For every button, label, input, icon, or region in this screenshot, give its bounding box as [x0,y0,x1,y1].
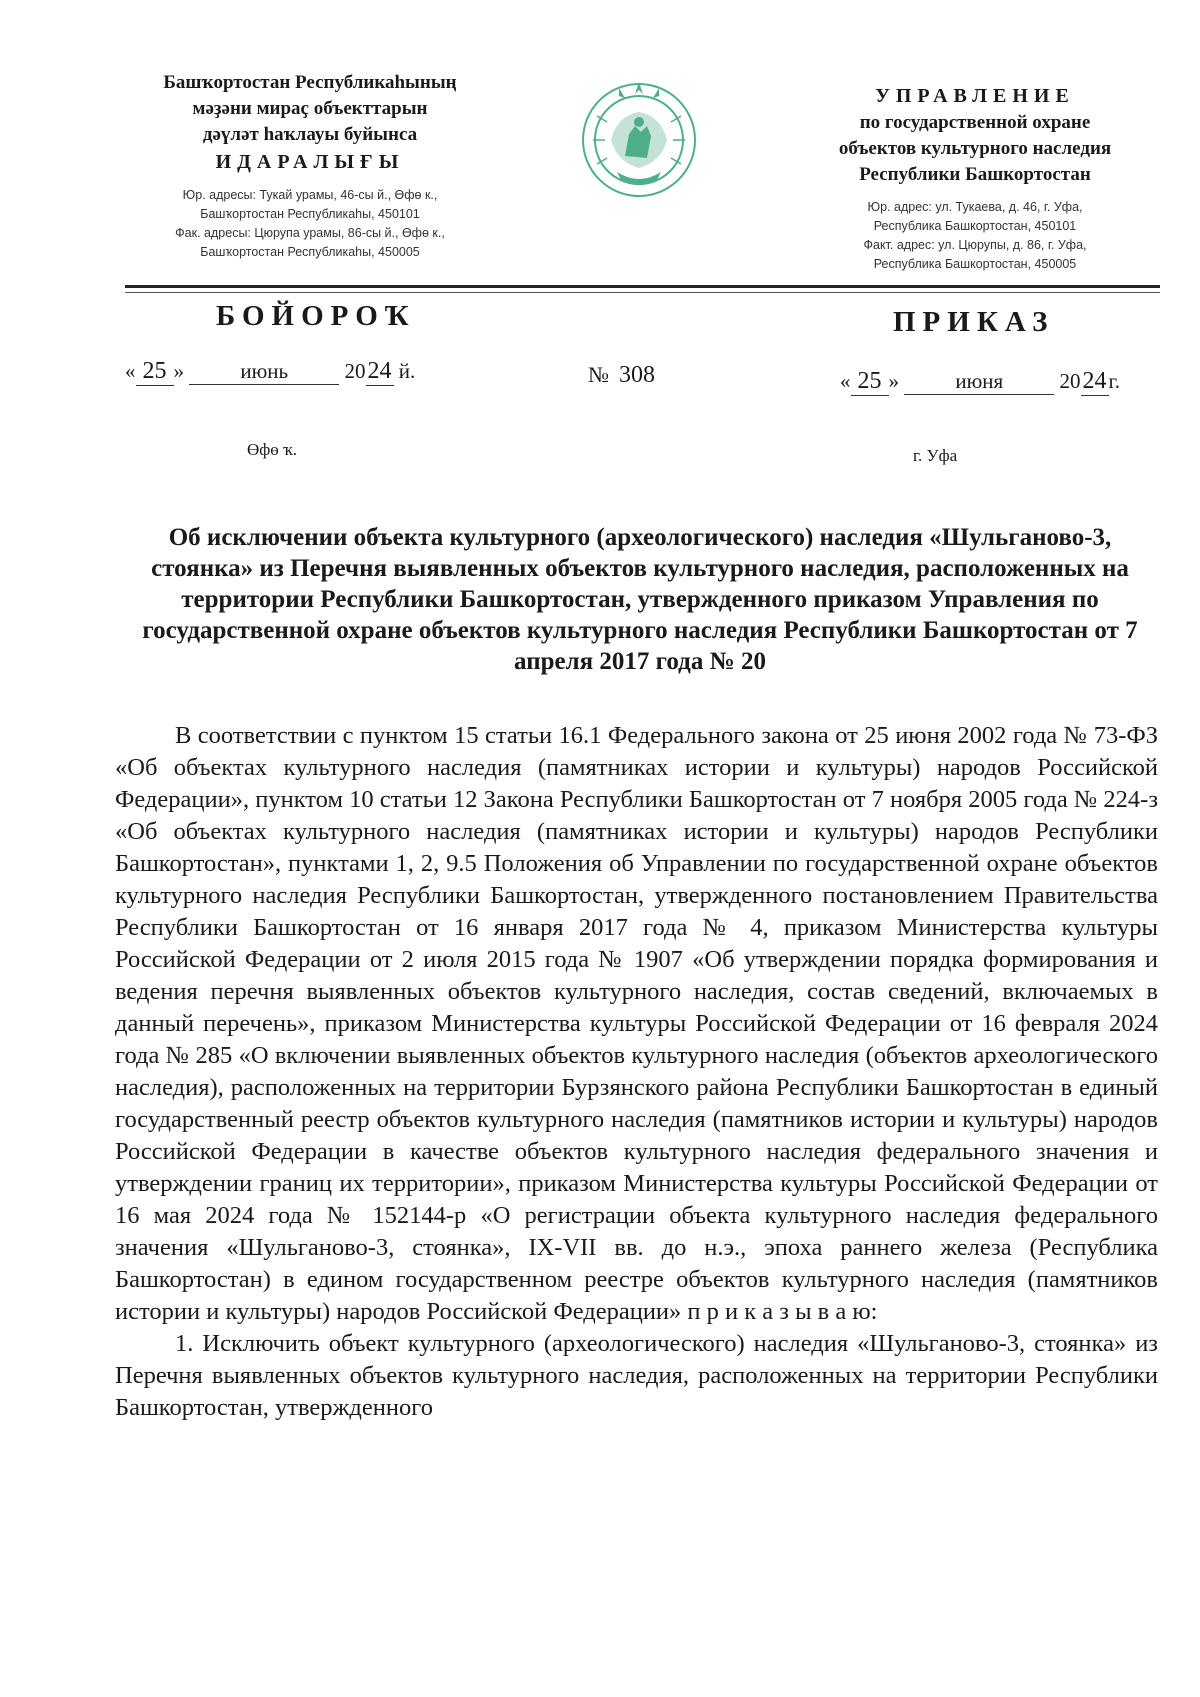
date-month: июня [904,369,1054,395]
year-unit: г. [1108,369,1120,393]
quote-close: » [173,359,184,383]
body-paragraph: В соответствии с пунктом 15 статьи 16.1 Федерального закона от 25 июня 2002 года № 73-ФЗ «Об объектах культурного наследия (памятниках истории и культуры) народов Российской Федерации», пунктом 10 статьи 12 Закона Республики Башкортостан от 7 ноября 2005 года № 224-з «Об объектах культурного наследия (памятниках истории и культуры) народов Республики Башкортостан», пунктами 1, 2, 9.5 Положения об Управлении по государственной охране объектов культурного наследия Республики Башкортостан, утвержденного постановлением Правительства Республики Башкортостан от 16 января 2017 года № 4, приказом Министерства культуры Российской Федерации от 2 июля 2015 года № 1907 «Об утверждении порядка формирования и ведения перечня выявленных объектов культурного наследия, состав сведений, включаемых в данный перечень», приказом Министерства культуры Российской Федерации от 16 февраля 2024 года № 285 «О включении выявленных объектов культурного наследия (объектов археологического наследия), расположенных на территории Бурзянского района Республики Башкортостан в единый государственный реестр объектов культурного наследия (памятников истории и культуры) народов Российской Федерации в качестве объектов культурного наследия федерального значения и утверждении границ их территории», приказом Министерства культуры Российской Федерации от 16 мая 2024 года № 152144-р «О регистрации объекта культурного наследия федерального значения «Шульганово-3, стоянка», IX-VII вв. до н.э., эпоха раннего железа (Республика Башкортостан) в едином государственном реестре объектов культурного наследия (памятников истории и культуры) народов Российской Федерации» п р и к а з ы в а ю: [115,722,1158,1325]
org-line: мәҙәни мираҫ объекттарын [192,98,428,119]
org-line: дәүләт һаҡлауы буйынса [202,124,418,145]
org-name-spaced: ИДАРАЛЫҒЫ [215,151,405,173]
address-line: Юр. адресы: Тукай урамы, 46-сы й., Өфө к., [182,188,438,202]
number-value: 308 [619,362,655,388]
org-line: объектов культурного наследия [838,138,1112,159]
address-line: Республика Башкортостан, 450005 [873,257,1077,271]
quote-open: « [840,369,851,393]
bashkortostan-emblem-icon [577,76,701,200]
org-line: Башҡортостан Республикаһының [163,72,457,93]
year-suffix: 24 [1082,368,1107,394]
date-month: июнь [189,359,339,385]
doc-kind-bashkir: БОЙОРОҠ [216,300,416,332]
date-bashkir [125,358,455,386]
document-body [115,720,1158,1424]
year-suffix: 24 [367,358,392,384]
address-line: Факт. адрес: ул. Цюрупы, д. 86, г. Уфа, [863,238,1087,252]
city-russian: г. Уфа [913,446,958,465]
header-divider [125,285,1160,288]
address-line: Башҡортостан Республикаһы, 450005 [200,245,420,259]
year-prefix: 20 [1059,369,1081,393]
date-day: 25 [851,368,889,396]
header-left-org [110,70,510,262]
year-prefix: 20 [344,359,366,383]
city-bashkir: Өфө ҡ. [247,440,298,459]
address-line: Башҡортостан Республикаһы, 450101 [200,207,420,221]
address-block [790,198,1160,274]
date-russian [840,368,1160,396]
date-day: 25 [136,358,174,386]
address-line: Фак. адресы: Цюрупа урамы, 86-сы й., Өфө к., [175,226,445,240]
order-number [588,362,655,389]
number-label: № [588,362,609,387]
address-line: Республика Башкортостан, 450101 [873,219,1077,233]
quote-close: » [888,369,899,393]
header-right-org [790,82,1160,274]
org-line: по государственной охране [859,112,1091,133]
address-line: Юр. адрес: ул. Тукаева, д. 46, г. Уфа, [867,200,1083,214]
org-line: Республики Башкортостан [859,164,1091,185]
org-name-spaced: УПРАВЛЕНИЕ [875,85,1075,107]
doc-kind-russian: ПРИКАЗ [893,306,1055,338]
header-divider-thin [125,292,1160,293]
address-block [110,186,510,262]
document-title: Об исключении объекта культурного (археологического) наследия «Шульганово-3, стоянка» из Перечня выявленных объектов культурного наследия, расположенных на территории Республики Башкортостан, утвержденного приказом Управления по государственной охране объектов культурного наследия Республики Башкортостан от 7 апреля 2017 года № 20 [142,524,1138,675]
year-unit: й. [398,359,416,383]
quote-open: « [125,359,136,383]
body-paragraph: 1. Исключить объект культурного (археологического) наследия «Шульганово-3, стоянка» из Перечня выявленных объектов культурного наследия, расположенных на территории Республики Башкортостан, утвержденного [115,1330,1158,1421]
